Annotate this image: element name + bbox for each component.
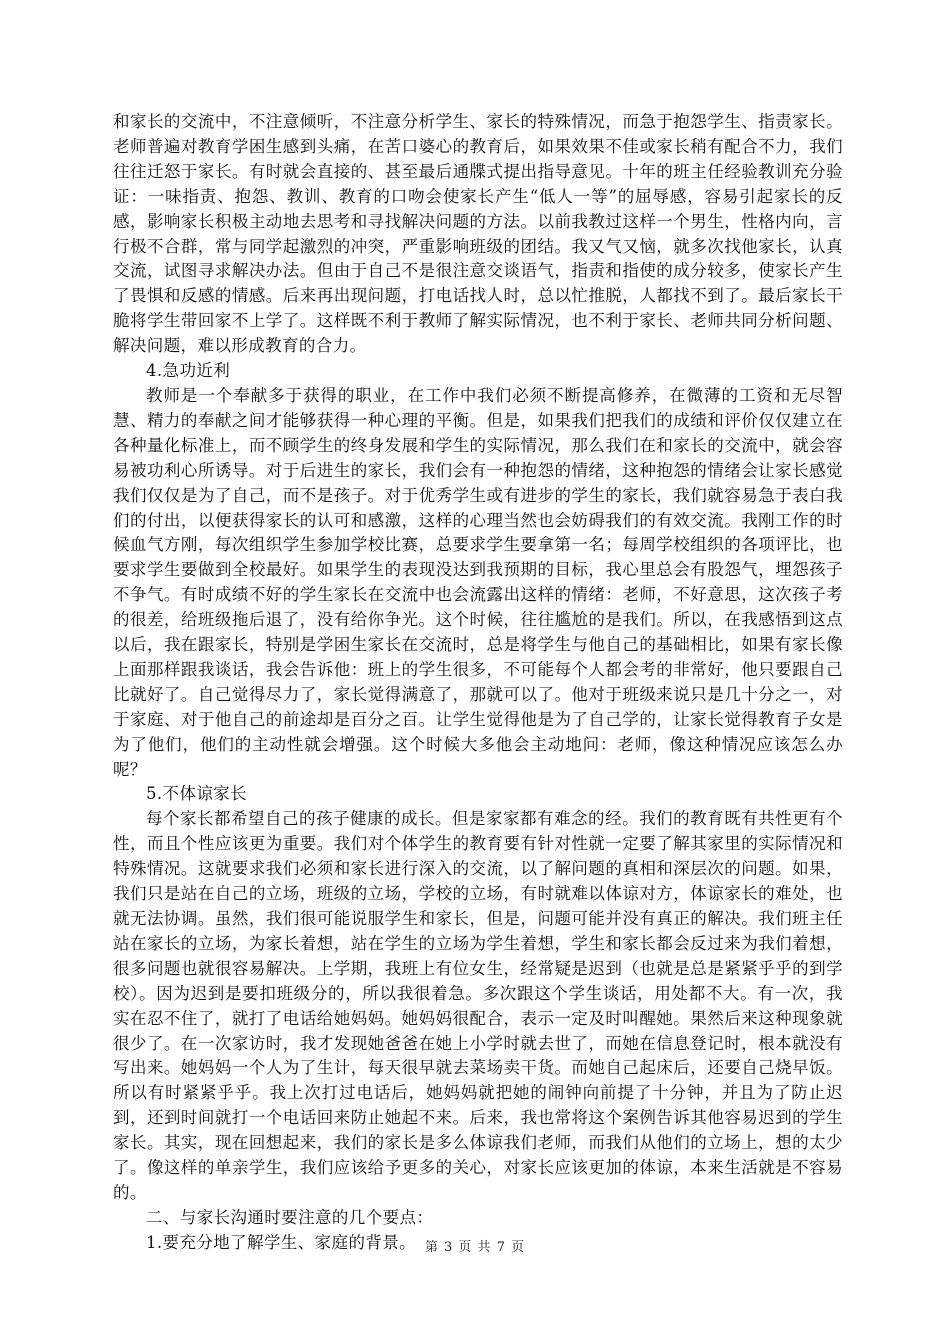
page-footer: 第 3 页 共 7 页 bbox=[424, 1240, 526, 1255]
paragraph-body-1: 和家长的交流中，不注意倾听，不注意分析学生、家长的特殊情况，而急于抱怨学生、指责家长。老师普遍对教育学困生感到头痛，在苦口婆心的教育后，如果效果不佳或家长稍有配合不力，我们往往迁怒于家长。有时就会直接的、甚至最后通牒式提出指导意见。十年的班主任经验教训充分验证：一味指责、抱怨、教训、教育的口吻会使家长产生“低人一等”的屈辱感，容易引起家长的反感，影响家长积极主动地去思考和寻找解决问题的方法。以前我教过这样一个男生，性格内向，言行极不合群，常与同学起激烈的冲突，严重影响班级的团结。我又气又恼，就多次找他家长，认真交流，试图寻求解决办法。但由于自己不是很注意交谈语气，指责和指使的成分较多，使家长产生了畏惧和反感的情感。后来再出现问题，打电话找人时，总以忙推脱，人都找不到了。最后家长干脆将学生带回家不上学了。这样既不利于教师了解实际情况，也不利于家长、老师共同分析问题、解决问题，难以形成教育的合力。 bbox=[113, 112, 843, 356]
paragraph-body-2: 教师是一个奉献多于获得的职业，在工作中我们必须不断提高修养，在微薄的工资和无尽智慧、精力的奉献之间才能够获得一种心理的平衡。但是，如果我们把我们的成绩和评价仅仅建立在各种量化标准上，而不顾学生的终身发展和学生的实际情况，那么我们在和家长的交流中，就会容易被功利心所诱导。对于后进生的家长，我们会有一种抱怨的情绪，这种抱怨的情绪会让家长感觉我们仅仅是为了自己，而不是孩子。对于优秀学生或有进步的学生的家长，我们就容易急于表白我们的付出，以便获得家长的认可和感激，这样的心理当然也会妨碍我们的有效交流。我刚工作的时候血气方刚，每次组织学生参加学校比赛，总要求学生要拿第一名；每周学校组织的各项评比，也要求学生要做到全校最好。如果学生的表现没达到我预期的目标，我心里总会有股怨气，埋怨孩子不争气。有时成绩不好的学生家长在交流中也会流露出这样的情绪：老师，不好意思，这次孩子考的很差，给班级拖后退了，没有给你争光。这个时候，往往尴尬的是我们。所以，在我感悟到这点以后，我在跟家长，特别是学困生家长在交流时，总是将学生与他自己的基础相比，如果有家长像上面那样跟我谈话，我会告诉他：班上的学生很多，不可能每个人都会考的非常好，他只要跟自己比就好了。自己觉得尽力了，家长觉得满意了，那就可以了。他对于班级来说只是几十分之一，对于家庭、对于他自己的前途却是百分之百。让学生觉得他是为了自己学的，让家长觉得教育子女是为了他们，他们的主动性就会增强。这个时候大多他会主动地问：老师，像这种情况应该怎么办呢？ bbox=[113, 385, 843, 779]
document-page bbox=[113, 110, 843, 1256]
section-heading-point-1: 1.要充分地了解学生、家庭的背景。 bbox=[146, 1232, 417, 1252]
paragraph-body-3: 每个家长都希望自己的孩子健康的成长。但是家家都有难念的经。我们的教育既有共性更有个性，而且个性应该更为重要。我们对个体学生的教育要有针对性就一定要了解其家里的实际情况和特殊情况。这就要求我们必须和家长进行深入的交流，以了解问题的真相和深层次的问题。如果，我们只是站在自己的立场，班级的立场，学校的立场，有时就难以体谅对方，体谅家长的难处，也就无法协调。虽然，我们很可能说服学生和家长，但是，问题可能并没有真正的解决。我们班主任站在家长的立场，为家长着想，站在学生的立场为学生着想，学生和家长都会反过来为我们着想，很多问题也就很容易解决。上学期，我班上有位女生，经常疑是迟到（也就是总是紧紧乎乎的到学校）。因为迟到是要扣班级分的，所以我很着急。多次跟这个学生谈话，用处都不大。有一次，我实在忍不住了，就打了电话给她妈妈。她妈妈很配合，表示一定及时叫醒她。果然后来这种现象就很少了。在一次家访时，我才发现她爸爸在她上小学时就去世了，而她在信息登记时，根本就没有写出来。她妈妈一个人为了生计，每天很早就去菜场卖干货。而她自己起床后，还要自己烧早饭。所以有时紧紧乎乎。我上次打过电话后，她妈妈就把她的闹钟向前提了十分钟，并且为了防止迟到，还到时间就打一个电话回来防止她起不来。后来，我也常将这个案例告诉其他容易迟到的学生家长。其实，现在回想起来，我们的家长是多么体谅我们老师，而我们从他们的立场上，想的太少了。像这样的单亲学生，我们应该给予更多的关心，对家长应该更加的体谅，本来生活就是不容易的。 bbox=[113, 809, 843, 1202]
section-heading-4: 4.急功近利 bbox=[146, 361, 231, 381]
section-heading-5: 5.不体谅家长 bbox=[146, 784, 248, 804]
section-heading-part-2: 二、与家长沟通时要注意的几个要点： bbox=[146, 1207, 434, 1227]
